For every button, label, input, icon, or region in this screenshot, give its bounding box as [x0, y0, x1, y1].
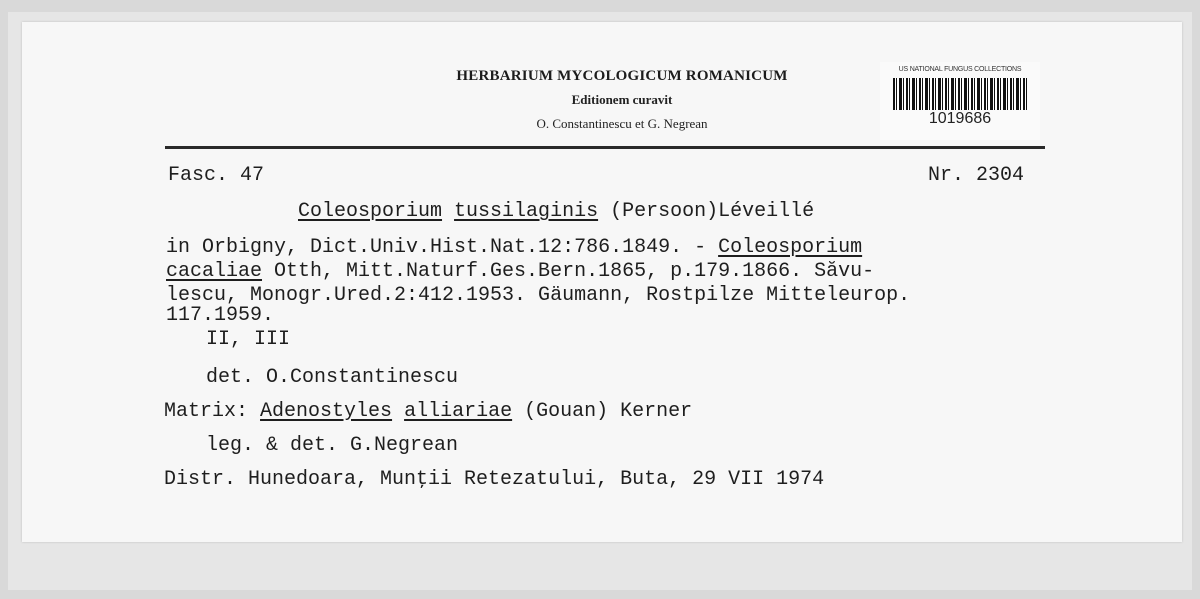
host-epithet: alliariae [404, 400, 513, 423]
barcode-number: 1019686 [928, 110, 992, 127]
citation-line-3: lescu, Monogr.Ured.2:412.1953. Gäumann, Rostpilze Mitteleurop. [166, 284, 911, 307]
matrix-label: Matrix: [164, 400, 249, 423]
species-genus: Coleosporium [298, 200, 443, 223]
species-epithet: tussilaginis [454, 200, 599, 223]
barcode-caption: US NATIONAL FUNGUS COLLECTIONS [898, 66, 1022, 73]
collector: leg. & det. G.Negrean [206, 434, 459, 457]
species-name [298, 200, 814, 223]
host-genus: Adenostyles [260, 400, 393, 423]
citation-text: Otth, Mitt.Naturf.Ges.Bern.1865, p.179.1866. Săvu- [262, 260, 875, 283]
exsiccata-number: Nr. 2304 [928, 164, 1025, 187]
determiner: det. O.Constantinescu [206, 366, 459, 389]
synonym-genus: Coleosporium [718, 236, 863, 259]
host-authority: (Gouan) Kerner [524, 400, 693, 423]
citation-line-2 [166, 260, 874, 283]
herbarium-editors: O. Constantinescu et G. Negrean [536, 116, 708, 131]
herbarium-subtitle: Editionem curavit [571, 92, 673, 107]
herbarium-title: HERBARIUM MYCOLOGICUM ROMANICUM [456, 68, 788, 84]
barcode-icon [893, 78, 1027, 110]
citation-line-1 [166, 236, 862, 259]
matrix-host [164, 400, 692, 423]
citation-line-4: 117.1959. [166, 304, 275, 327]
species-authority: (Persoon)Léveillé [610, 200, 815, 223]
fascicle-number: Fasc. 47 [168, 164, 265, 187]
spore-stages: II, III [206, 328, 291, 351]
citation-text: in Orbigny, Dict.Univ.Hist.Nat.12:786.1849. - [166, 236, 719, 259]
locality: Distr. Hunedoara, Munţii Retezatului, Buta, 29 VII 1974 [164, 468, 825, 491]
synonym-epithet: cacaliae [166, 260, 263, 283]
header-divider [165, 146, 1045, 149]
